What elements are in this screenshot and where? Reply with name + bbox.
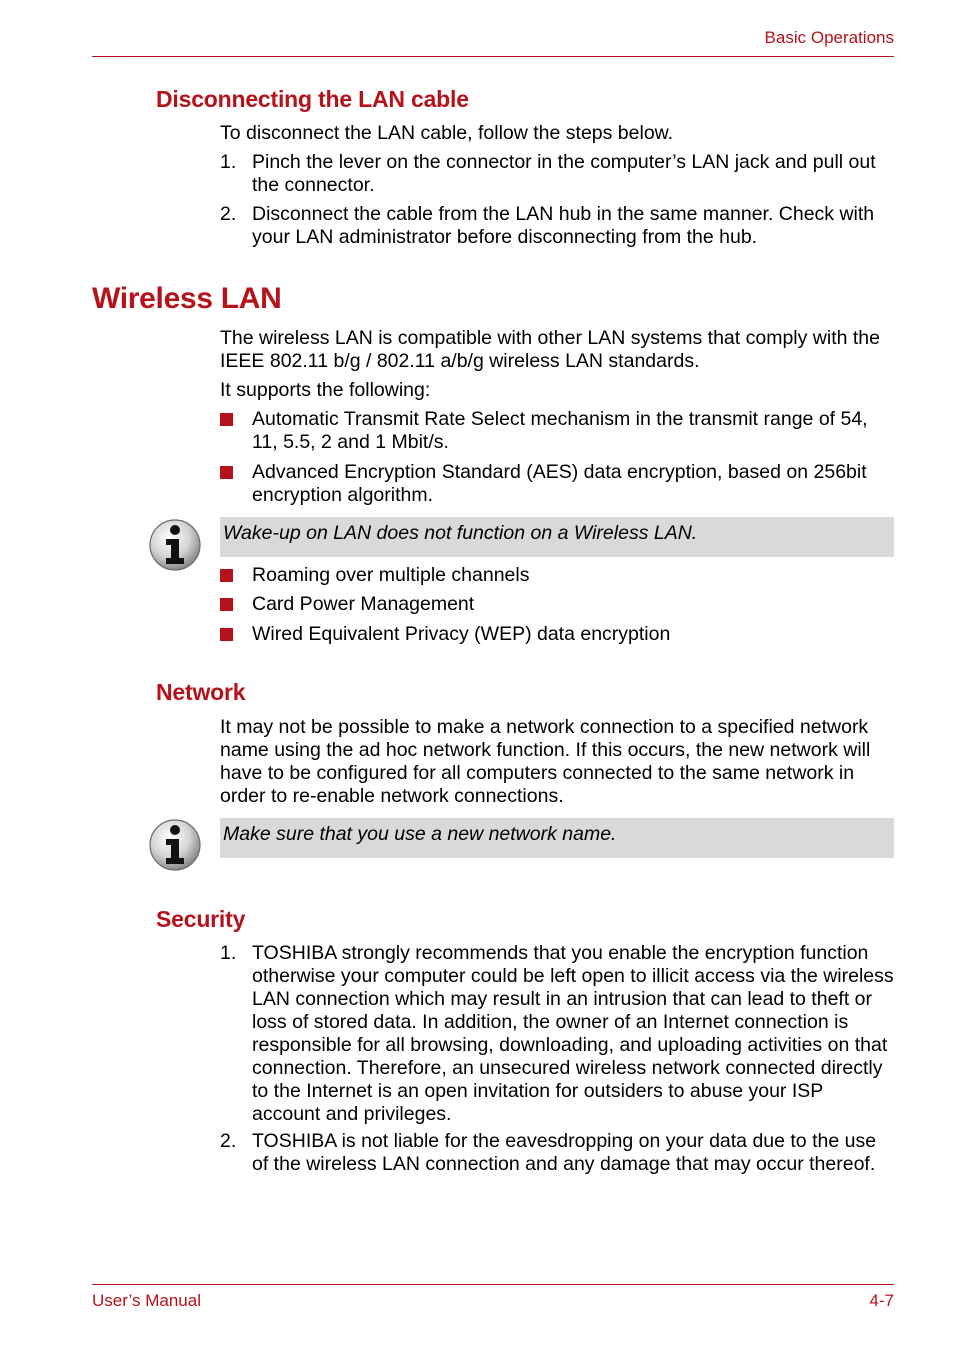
info-icon [148, 518, 202, 572]
list-item-text: Disconnect the cable from the LAN hub in the same manner. Check with your LAN administrator before disconnecting from the hub. [252, 203, 875, 248]
list-item [220, 151, 896, 197]
list-number: 1. [220, 151, 237, 173]
disconnect-intro: To disconnect the LAN cable, follow the steps below. [220, 122, 674, 144]
section-heading-security: Security [156, 906, 246, 932]
list-item-text: TOSHIBA is not liable for the eavesdropping on your data due to the use of the wireless LAN connection and any damage that may occur thereof. [252, 1130, 877, 1175]
list-item [220, 203, 896, 249]
list-item [220, 564, 896, 587]
running-header: Basic Operations [764, 28, 894, 47]
list-number: 2. [220, 203, 237, 225]
list-number: 2. [220, 1130, 237, 1152]
footer-manual-title: User’s Manual [92, 1291, 201, 1310]
list-item [220, 942, 896, 1126]
note-box [220, 818, 894, 858]
list-item [220, 461, 896, 507]
wireless-para: The wireless LAN is compatible with other LAN systems that comply with the IEEE 802.11 b/g / 802.11 a/b/g wireless LAN standards. [220, 327, 881, 372]
list-item-text: Roaming over multiple channels [252, 564, 530, 586]
list-item-text: Automatic Transmit Rate Select mechanism in the transmit range of 54, 11, 5.5, 2 and 1 Mbit/s. [252, 408, 868, 453]
bullet-square-icon [220, 569, 233, 582]
list-item [220, 1130, 896, 1176]
bullet-square-icon [220, 598, 233, 611]
info-icon [148, 818, 202, 872]
list-item-text: Card Power Management [252, 593, 475, 615]
list-item [220, 623, 896, 646]
chapter-heading-wireless-lan: Wireless LAN [92, 282, 282, 315]
bullet-square-icon [220, 413, 233, 426]
list-item-text: TOSHIBA strongly recommends that you enable the encryption function otherwise your computer could be left open to illicit access via the wireless LAN connection which may result in an intrusion that can lead to theft or loss of stored data. In addition, the owner of an Internet connection is responsible for all browsing, downloading, and uploading activities on that connection. Therefore, an unsecured wireless network connected directly to the Internet is an open invitation for outsiders to abuse your ISP account and privileges. [252, 942, 894, 1125]
section-heading-disconnect: Disconnecting the LAN cable [156, 86, 469, 112]
list-item-text: Wired Equivalent Privacy (WEP) data encryption [252, 623, 671, 645]
note-box [220, 517, 894, 557]
network-para: It may not be possible to make a network connection to a specified network name using the ad hoc network function. If this occurs, the new network will have to be configured for all computers connected to the same network in order to re-enable network connections. [220, 716, 871, 807]
section-heading-network: Network [156, 679, 246, 705]
list-number: 1. [220, 942, 237, 964]
bullet-square-icon [220, 628, 233, 641]
footer-rule [92, 1284, 894, 1285]
page-number: 4-7 [869, 1291, 894, 1310]
note-text: Make sure that you use a new network name. [223, 823, 617, 845]
list-item [220, 408, 896, 454]
list-item-text: Advanced Encryption Standard (AES) data encryption, based on 256bit encryption algorithm. [252, 461, 867, 506]
bullet-square-icon [220, 466, 233, 479]
note-text: Wake-up on LAN does not function on a Wireless LAN. [223, 522, 698, 544]
list-item [220, 593, 896, 616]
header-rule [92, 56, 894, 57]
list-item-text: Pinch the lever on the connector in the computer’s LAN jack and pull out the connector. [252, 151, 876, 196]
wireless-supports: It supports the following: [220, 379, 431, 401]
